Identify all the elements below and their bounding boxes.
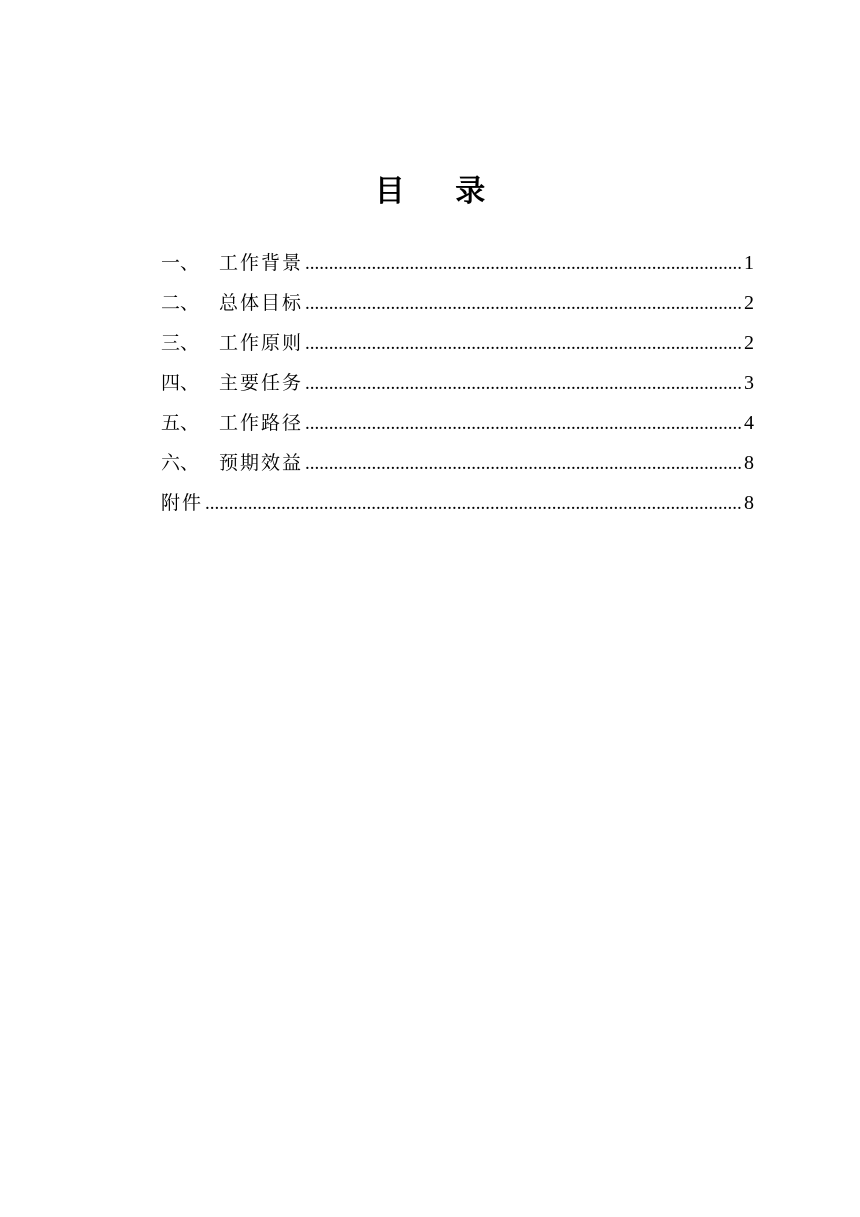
toc-entry[interactable] — [161, 363, 754, 403]
toc-dot-leader — [305, 364, 742, 404]
toc-entry-number: 五、 — [161, 412, 200, 434]
toc-entry-page: 2 — [744, 292, 754, 314]
toc-entry[interactable] — [161, 243, 754, 283]
toc-entry-page: 4 — [744, 412, 754, 434]
toc-entry-number: 二、 — [161, 292, 200, 314]
toc-dot-leader — [205, 484, 742, 524]
toc-entry-number: 三、 — [161, 332, 200, 354]
toc-entry[interactable] — [161, 443, 754, 483]
toc-entry-page: 1 — [744, 252, 754, 274]
toc-entry-label: 工作背景 — [219, 252, 304, 274]
toc-entry-number: 一、 — [161, 252, 200, 274]
toc-entry-label: 工作原则 — [219, 332, 304, 354]
toc-dot-leader — [305, 444, 742, 484]
toc-entry-number: 四、 — [161, 372, 200, 394]
toc-entry[interactable] — [161, 323, 754, 363]
toc-dot-leader — [305, 244, 742, 284]
toc-dot-leader — [305, 324, 742, 364]
toc-entry-label: 预期效益 — [219, 452, 304, 474]
toc-entry-page: 8 — [744, 452, 754, 474]
toc-dot-leader — [305, 284, 742, 324]
toc-entry-number: 六、 — [161, 452, 200, 474]
toc-entry-page: 3 — [744, 372, 754, 394]
toc-dot-leader — [305, 404, 742, 444]
toc-entry-label: 总体目标 — [219, 292, 304, 314]
toc-entry-label: 主要任务 — [219, 372, 304, 394]
page-title: 目 录 — [374, 174, 506, 209]
table-of-contents — [161, 243, 754, 523]
toc-entry-label: 附件 — [161, 492, 204, 514]
toc-entry-label: 工作路径 — [219, 412, 304, 434]
toc-entry-page: 8 — [744, 492, 754, 514]
toc-entry[interactable] — [161, 283, 754, 323]
toc-entry[interactable] — [161, 483, 754, 523]
toc-entry-page: 2 — [744, 332, 754, 354]
toc-entry[interactable] — [161, 403, 754, 443]
